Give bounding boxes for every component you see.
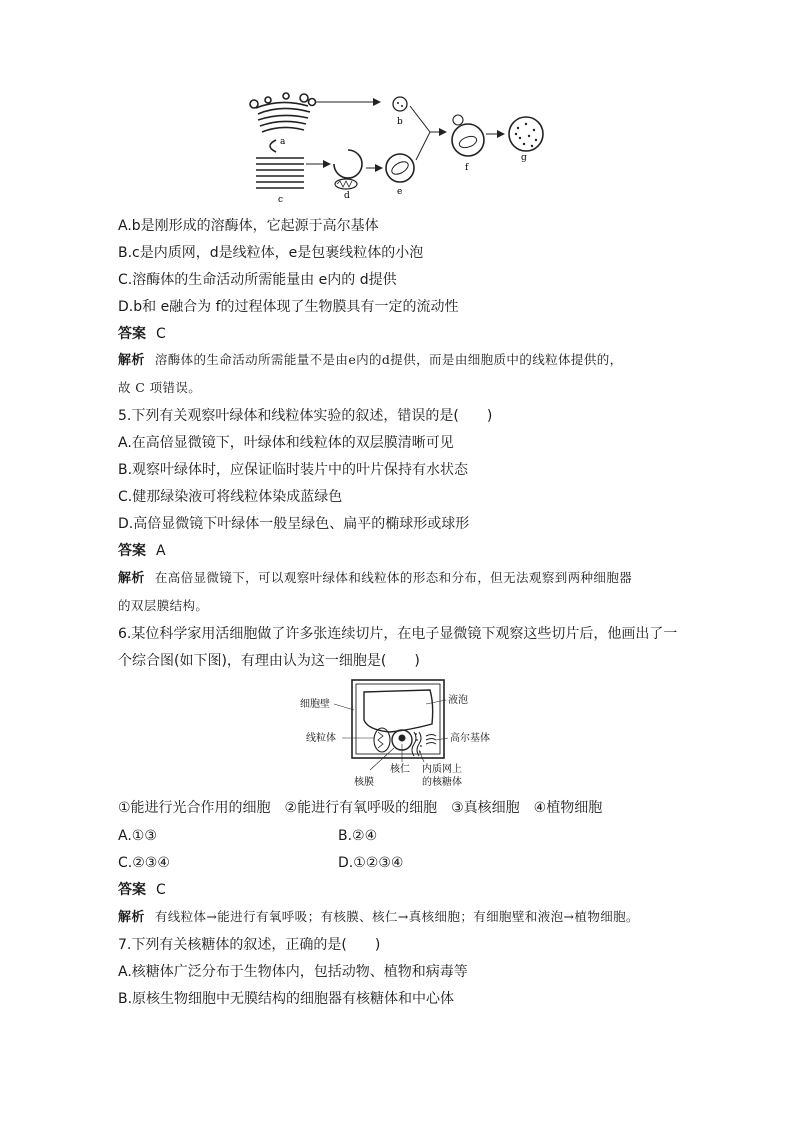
vesicle-e-shape: [386, 154, 414, 182]
q4-answer: [118, 324, 738, 344]
figure-label-d: d: [344, 191, 350, 201]
q5-option-a: A.在高倍显微镜下，叶绿体和线粒体的双层膜清晰可见: [118, 435, 454, 451]
q4-option-d: D.b和 e融合为 f的过程体现了生物膜具有一定的流动性: [118, 299, 459, 315]
label-nuclear-membrane: 核膜: [354, 777, 374, 788]
nucleolus-shape: [399, 735, 406, 742]
q4-option-c: C.溶酶体的生命活动所需能量由 e内的 d提供: [118, 272, 397, 288]
endoplasmic-reticulum-shape: [256, 140, 304, 188]
lysosome-process-figure: [246, 88, 556, 206]
q5-explanation: [118, 564, 678, 619]
answer-label: 答案: [118, 882, 146, 898]
answer-value: C: [156, 326, 166, 342]
q6-option-a: A.①③: [118, 828, 157, 844]
lysosome-b-shape: [393, 97, 407, 111]
q7-stem: 7.下列有关核糖体的叙述，正确的是( ): [118, 937, 381, 953]
explanation-text: 溶酶体的生命活动所需能量不是由e内的d提供，而是由细胞质中的线粒体提供的，: [154, 352, 623, 367]
figure-label-b: b: [397, 117, 403, 127]
explanation-text-cont: 故 C 项错误。: [118, 380, 202, 395]
autophagosome-forming-shape: [334, 150, 362, 178]
q6-answer: [118, 880, 738, 900]
answer-value: C: [156, 882, 166, 898]
figure-label-f: f: [465, 163, 469, 173]
fusion-f-shape: [452, 124, 484, 156]
q5-option-d: D.高倍显微镜下叶绿体一般呈绿色、扁平的椭球形或球形: [118, 516, 470, 532]
label-er-ribosome-2: 的核糖体: [422, 777, 462, 788]
q5-option-c: C.健那绿染液可将线粒体染成蓝绿色: [118, 489, 343, 505]
q7-option-a: A.核糖体广泛分布于生物体内，包括动物、植物和病毒等: [118, 964, 468, 980]
figure-label-g: g: [521, 153, 527, 163]
label-golgi: 高尔基体: [450, 733, 490, 744]
explanation-label: 解析: [118, 353, 145, 368]
answer-label: 答案: [118, 543, 146, 559]
q4-explanation: [118, 346, 678, 401]
figure-label-c: c: [278, 195, 284, 205]
explanation-label: 解析: [118, 571, 145, 586]
q6-option-d: D.①②③④: [338, 855, 404, 871]
golgi-apparatus-shape: [250, 93, 316, 132]
explanation-text-cont: 的双层膜结构。: [118, 598, 209, 613]
figure-label-a: a: [280, 137, 286, 147]
q6-option-c: C.②③④: [118, 855, 170, 871]
answer-label: 答案: [118, 326, 146, 342]
q7-option-b: B.原核生物细胞中无膜结构的细胞器有核糖体和中心体: [118, 991, 455, 1007]
q5-option-b: B.观察叶绿体时，应保证临时装片中的叶片保持有水状态: [118, 462, 469, 478]
figure-label-e: e: [397, 187, 403, 197]
q4-option-b: B.c是内质网，d是线粒体，e是包裹线粒体的小泡: [118, 245, 424, 261]
digestion-g-shape: [509, 117, 543, 151]
label-er-ribosome-1: 内质网上: [422, 764, 462, 775]
vacuole-shape: [364, 690, 433, 732]
plant-cell-figure: [300, 674, 500, 792]
q6-stem: 6.某位科学家用活细胞做了许多张连续切片，在电子显微镜下观察这些切片后，他画出了一: [118, 626, 678, 642]
explanation-label: 解析: [118, 910, 145, 925]
q5-stem: 5.下列有关观察叶绿体和线粒体实验的叙述，错误的是( ): [118, 408, 493, 424]
explanation-text: 有线粒体→能进行有氧呼吸；有核膜、核仁→真核细胞；有细胞壁和液泡→植物细胞。: [154, 909, 639, 924]
q4-option-a: A.b是刚形成的溶酶体，它起源于高尔基体: [118, 218, 379, 234]
q6-stem-cont: 个综合图(如下图)，有理由认为这一细胞是( ): [118, 653, 420, 669]
label-cell-wall: 细胞壁: [300, 699, 330, 710]
label-mitochondrion: 线粒体: [306, 733, 336, 744]
q6-explanation: [118, 903, 718, 931]
q6-statements: ①能进行光合作用的细胞 ②能进行有氧呼吸的细胞 ③真核细胞 ④植物细胞: [118, 800, 603, 816]
label-vacuole: 液泡: [448, 695, 468, 706]
explanation-text: 在高倍显微镜下，可以观察叶绿体和线粒体的形态和分布，但无法观察到两种细胞器: [154, 570, 633, 585]
golgi-shape: [426, 735, 436, 745]
answer-value: A: [156, 543, 166, 559]
label-nucleolus: 核仁: [390, 764, 410, 775]
q6-option-b: B.②④: [338, 828, 378, 844]
q5-answer: [118, 541, 738, 561]
